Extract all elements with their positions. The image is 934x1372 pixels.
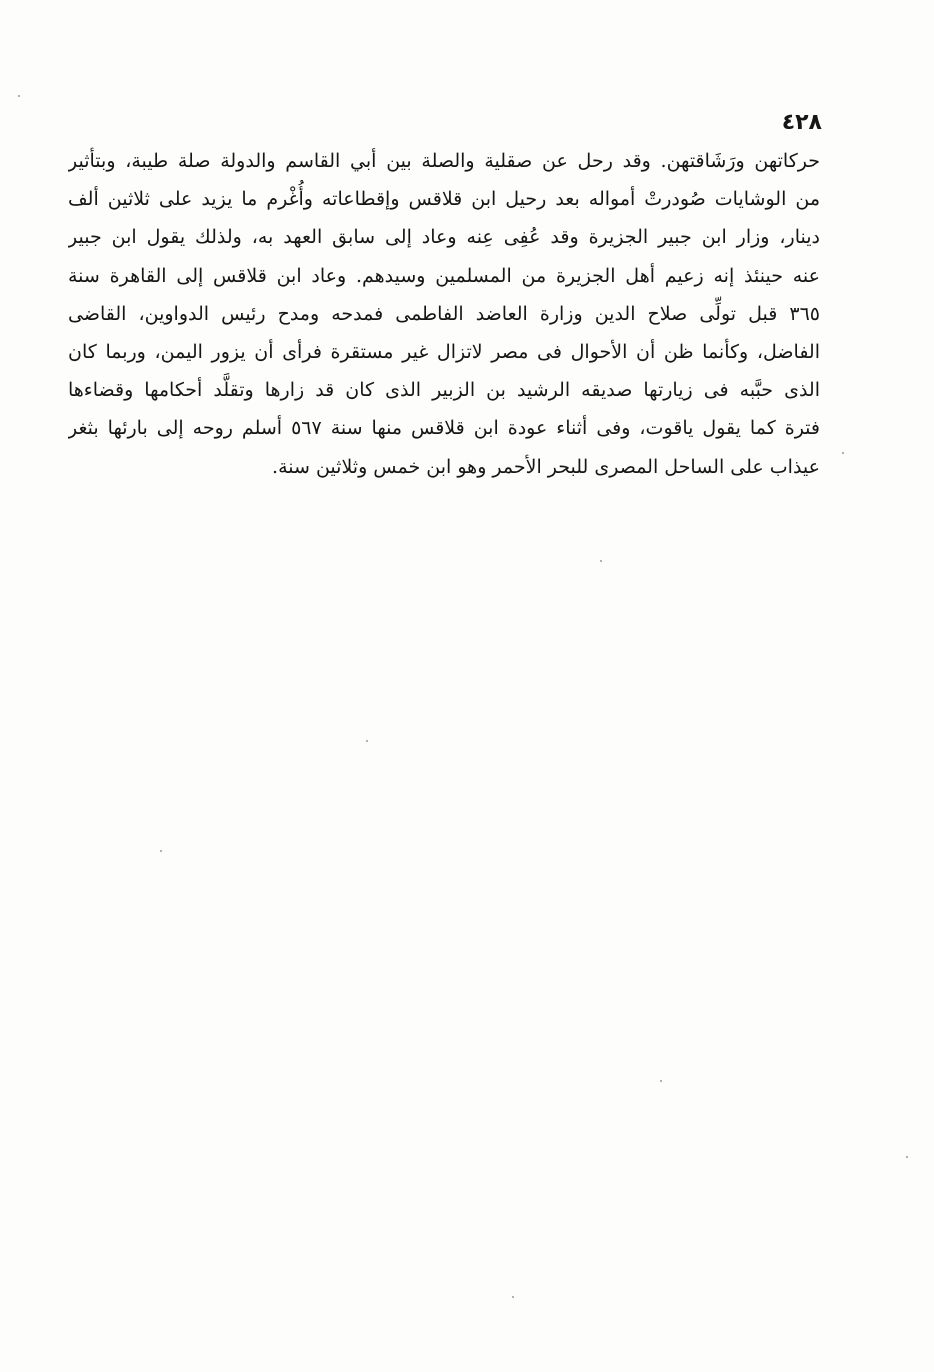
scan-speck bbox=[906, 1156, 908, 1158]
text-line: ٣٦٥ قبل تولِّى صلاح الدين وزارة العاضد الفاطمى فمدحه ومدح رئيس الدواوين، القاضى bbox=[68, 302, 820, 325]
text-line: دينار، وزار ابن جبير الجزيرة وقد عُفِى عِنه وعاد إلى سابق العهد به، ولذلك يقول ابن جبير bbox=[68, 226, 820, 249]
text-line: الذى حبَّبه فى زيارتها صديقه الرشيد بن الزبير الذى كان قد زارها وتقلَّد أحكامها وقضاءها bbox=[68, 379, 820, 402]
scan-speck bbox=[18, 95, 20, 97]
scan-speck bbox=[366, 740, 368, 742]
text-line: الفاضل، وكأنما ظن أن الأحوال فى مصر لاتزال غير مستقرة فرأى أن يزور اليمن، وربما كان bbox=[68, 340, 820, 363]
text-line: عيذاب على الساحل المصرى للبحر الأحمر وهو ابن خمس وثلاثين سنة. bbox=[272, 455, 820, 478]
text-line: حركاتهن ورَشَاقتهن. وقد رحل عن صقلية والصلة بين أبي القاسم والدولة صلة طيبة، وبتأثير bbox=[68, 150, 820, 172]
text-line: عنه حينئذ إنه زعيم أهل الجزيرة من المسلمين وسيدهم. وعاد ابن قلاقس إلى القاهرة سنة bbox=[68, 264, 820, 287]
scan-speck bbox=[160, 850, 162, 852]
scan-speck bbox=[660, 1080, 662, 1082]
text-line: من الوشايات صُودرتْ أمواله بعد رحيل ابن قلاقس وإقطاعاته وأُغْرم ما يزيد على ثلاثين ألف bbox=[68, 188, 820, 211]
body-paragraph bbox=[68, 142, 820, 486]
scan-speck bbox=[600, 560, 602, 562]
text-line: فترة كما يقول ياقوت، وفى أثناء عودة ابن قلاقس منها سنة ٥٦٧ أسلم روحه إلى بارئها بثغر bbox=[68, 417, 820, 440]
scan-speck bbox=[512, 1296, 514, 1298]
page-number: ٤٢٨ bbox=[781, 110, 822, 135]
scan-speck bbox=[842, 452, 844, 454]
